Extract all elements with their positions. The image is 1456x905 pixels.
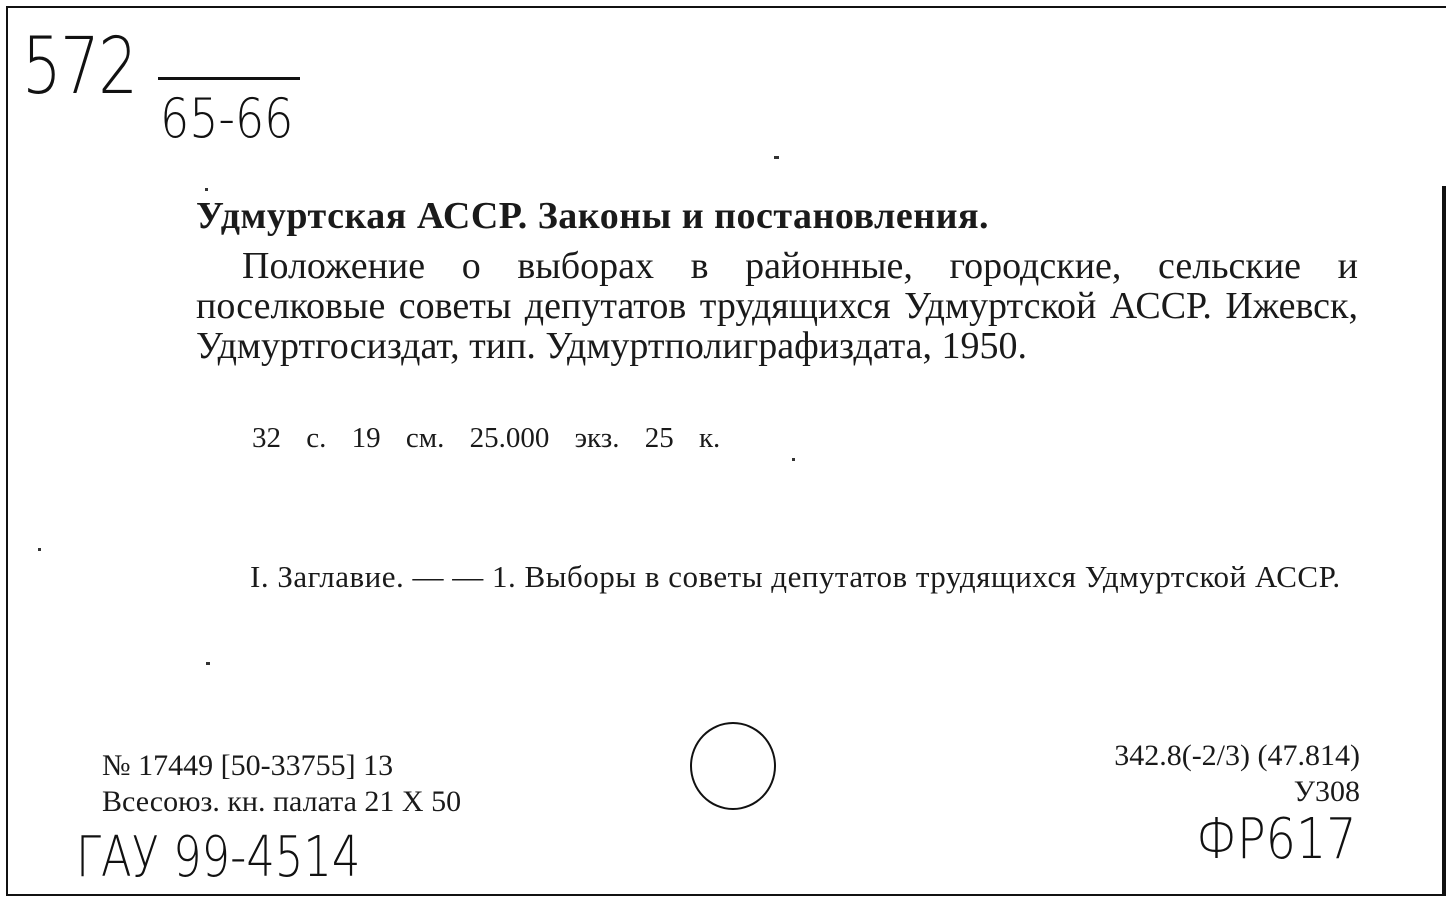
record-heading: Удмуртская АССР. Законы и постановления. — [196, 195, 990, 237]
chamber-date: Всесоюз. кн. палата 21 X 50 — [102, 785, 462, 818]
archive-code: ФР617 — [1196, 807, 1357, 872]
registration-number: № 17449 [50-33755] 13 — [102, 749, 394, 782]
speck — [792, 458, 795, 461]
collation-line: 32 с. 19 см. 25.000 экз. 25 к. — [252, 422, 721, 454]
record-description: Положение о выборах в районные, городские, сельские и поселковые советы депутатов трудящихся Удмуртской АССР. Ижевск, Удмуртгосиздат, тип. Удмуртполиграфиздата, 1950. — [196, 245, 1358, 367]
speck — [774, 156, 779, 159]
classification-info — [1040, 738, 1360, 810]
subject-tracing: I. Заглавие. — — 1. Выборы в советы депутатов трудящихся Удмуртской АССР. — [250, 559, 1341, 594]
shelf-mark: 572 — [22, 22, 137, 112]
speck — [38, 548, 41, 551]
speck — [205, 188, 208, 191]
archive-id: ГАУ 99-4514 — [76, 825, 361, 890]
classification-index: 342.8(-2/3) (47.814) — [1114, 739, 1360, 772]
registration-info — [102, 748, 461, 820]
hole-punch-circle — [690, 722, 776, 810]
shelf-range: 65-66 — [160, 87, 294, 150]
shelf-mark-divider — [158, 77, 300, 80]
speck — [206, 662, 210, 665]
card-right-edge — [1442, 186, 1446, 896]
author-mark: У308 — [1293, 775, 1360, 808]
